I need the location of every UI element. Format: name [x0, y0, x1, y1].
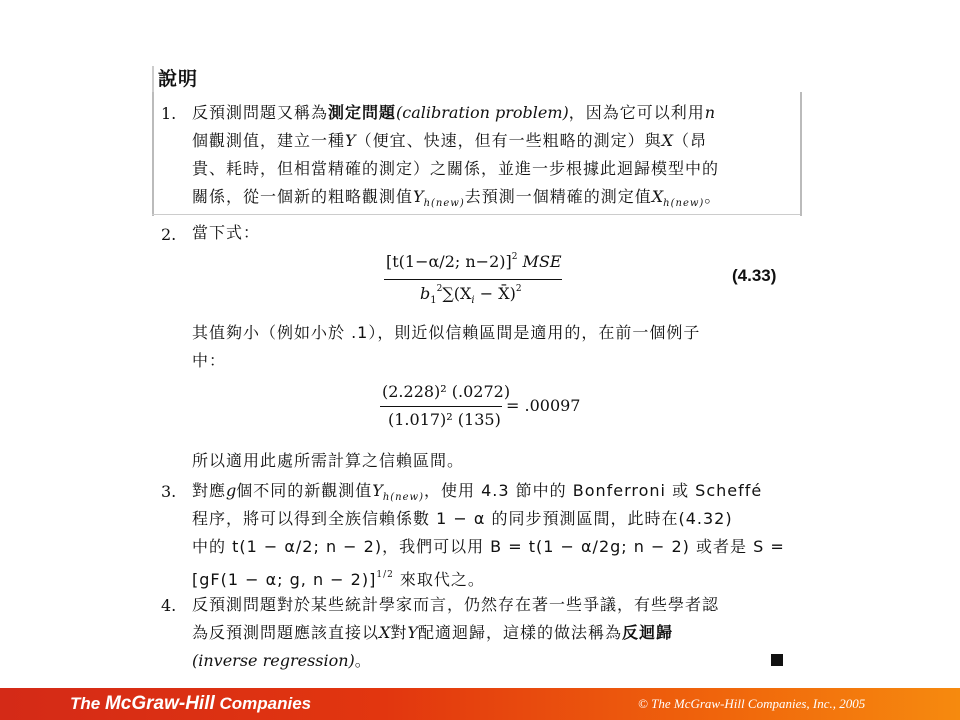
formula-numeric-numerator: (2.228)² (.0272) — [382, 382, 511, 401]
item3-subscript: h(new) — [382, 492, 425, 503]
item1-var: X — [651, 187, 664, 206]
item3-line1 — [192, 480, 762, 509]
logo-the: The — [70, 694, 105, 713]
item3-text: 來取代之。 — [393, 570, 485, 589]
item-number-1: 1. — [161, 104, 177, 123]
item-number-2: 2. — [161, 225, 177, 244]
item1-text: 。 — [704, 187, 722, 206]
item3-text: ，使用 4.3 節中的 Bonferroni 或 Scheffé — [424, 481, 763, 500]
item1-var: X — [661, 131, 673, 150]
item1-text: 個觀測值，建立一種 — [192, 131, 346, 150]
item3-text: 個不同的新觀測值 — [236, 481, 373, 500]
item4-line2 — [192, 622, 673, 644]
item4-term: 反迴歸 — [622, 623, 674, 642]
item1-term: 測定問題 — [328, 103, 397, 122]
item2-text1: 其值夠小（例如小於 .1），則近似信賴區間是適用的，在前一個例子 — [192, 323, 701, 342]
item2-intro: 當下式： — [192, 223, 261, 242]
item2-text3: 所以適用此處所需計算之信賴區間。 — [192, 451, 465, 470]
equation-number: (4.33) — [732, 266, 777, 285]
item1-var: Y — [413, 187, 424, 206]
formula-numeric-fraction-bar — [380, 406, 502, 407]
publisher-logo — [70, 693, 311, 715]
item4-text: 為反預測問題應該直接以 — [192, 623, 380, 642]
item1-line4 — [192, 186, 721, 215]
item3-text: 對應 — [192, 481, 227, 500]
item3-line3: 中的 t(1 − α/2; n − 2)，我們可以用 B = t(1 − α/2g; n − 2) 或者是 S = — [192, 537, 785, 556]
item3-line2: 程序，將可以得到全族信賴係數 1 − α 的同步預測區間，此時在(4.32) — [192, 509, 733, 528]
item1-var: Y — [345, 131, 356, 150]
formula-numeric-result: = .00097 — [506, 396, 581, 415]
item4-line3 — [192, 650, 372, 672]
item4-line1: 反預測問題對於某些統計學家而言，仍然存在著一些爭議，有些學者認 — [192, 595, 720, 614]
item1-line2 — [192, 130, 707, 152]
formula-4-33-denominator — [420, 284, 522, 306]
item2-text2: 中： — [192, 351, 227, 370]
item4-english-term: (inverse regression) — [192, 651, 355, 670]
formula-subscript: 1 — [430, 295, 437, 306]
formula-exponent: 2 — [511, 252, 518, 262]
logo-name: McGraw-Hill — [104, 693, 215, 714]
item1-english-term: (calibration problem) — [396, 103, 569, 122]
formula-numeric-denominator: (1.017)² (135) — [388, 410, 501, 429]
item4-text: 配適迴歸，這樣的做法稱為 — [417, 623, 622, 642]
item4-text: 對 — [390, 623, 408, 642]
item-number-4: 4. — [161, 596, 177, 615]
formula-term: ∑(X — [442, 284, 472, 303]
item1-text: 去預測一個精確的測定值 — [464, 187, 652, 206]
item1-subscript: h(new) — [663, 198, 705, 209]
item1-subscript: h(new) — [423, 198, 465, 209]
item1-line3: 貴、耗時，但相當精確的測定）之關係，並進一步根據此迴歸模型中的 — [192, 159, 720, 178]
copyright-notice: © The McGraw-Hill Companies, Inc., 2005 — [638, 696, 866, 711]
item3-text: [gF(1 − α; g, n − 2)] — [192, 570, 377, 589]
item3-var: g — [226, 481, 237, 500]
formula-term: [t(1−α/2; n−2)] — [386, 252, 512, 271]
item1-text: 關係，從一個新的粗略觀測值 — [192, 187, 414, 206]
item3-exponent: 1/2 — [376, 570, 394, 580]
item1-text: （便宜、快速，但有一些粗略的測定）與 — [355, 131, 662, 150]
formula-term: − X̄) — [474, 284, 516, 303]
item1-var: n — [704, 103, 716, 122]
item4-text: 。 — [354, 651, 372, 670]
item4-var: X — [379, 623, 391, 642]
end-of-section-mark — [771, 654, 783, 666]
formula-subscript: i — [471, 295, 475, 306]
formula-term: b — [420, 284, 431, 303]
item1-text: ，因為它可以利用 — [568, 103, 705, 122]
item3-line4 — [192, 564, 485, 591]
formula-term: MSE — [517, 252, 562, 271]
item1-text: （昂 — [672, 131, 707, 150]
formula-4-33-numerator — [386, 252, 562, 271]
item4-var: Y — [407, 623, 418, 642]
logo-companies: Companies — [214, 694, 312, 713]
formula-4-33-fraction-bar — [384, 279, 562, 280]
formula-exponent: 2 — [515, 284, 522, 294]
item-number-3: 3. — [161, 482, 177, 501]
section-heading: 說明 — [158, 68, 199, 90]
item1-line1 — [192, 102, 715, 124]
item1-text: 反預測問題又稱為 — [192, 103, 329, 122]
item3-var: Y — [372, 481, 383, 500]
formula-exponent: 2 — [436, 284, 443, 294]
